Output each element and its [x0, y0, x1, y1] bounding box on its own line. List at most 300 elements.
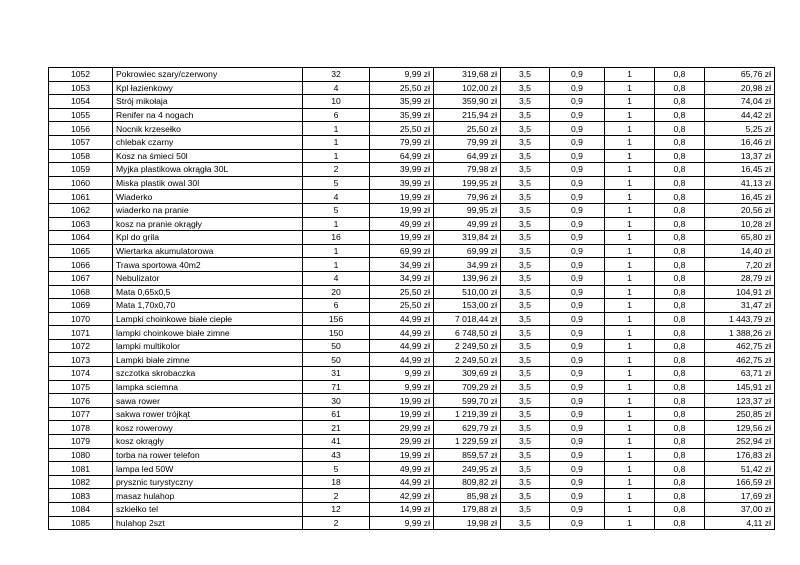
- quantity-cell: 5: [303, 462, 370, 476]
- rate-a-cell: 3,5: [501, 95, 550, 109]
- unit-price-cell: 29,99 zł: [370, 421, 434, 435]
- unit-price-cell: 25,50 zł: [370, 81, 434, 95]
- final-amount-cell: 44,42 zł: [705, 108, 775, 122]
- final-amount-cell: 7,20 zł: [705, 258, 775, 272]
- item-name-cell: Myjka plastikowa okrągła 30L: [113, 163, 303, 177]
- rate-a-cell: 3,5: [501, 516, 550, 530]
- rate-b-cell: 0,9: [550, 516, 605, 530]
- item-name-cell: Mata 0,65x0,5: [113, 285, 303, 299]
- rate-c-cell: 1: [605, 258, 655, 272]
- table-row: [49, 95, 775, 109]
- final-amount-cell: 462,75 zł: [705, 353, 775, 367]
- rate-a-cell: 3,5: [501, 475, 550, 489]
- rate-a-cell: 3,5: [501, 149, 550, 163]
- item-name-cell: Mata 1,70x0,70: [113, 299, 303, 313]
- total-value-cell: 7 018,44 zł: [434, 312, 501, 326]
- rate-a-cell: 3,5: [501, 353, 550, 367]
- rate-a-cell: 3,5: [501, 190, 550, 204]
- quantity-cell: 43: [303, 448, 370, 462]
- rate-d-cell: 0,8: [655, 380, 705, 394]
- total-value-cell: 1 229,59 zł: [434, 435, 501, 449]
- unit-price-cell: 44,99 zł: [370, 353, 434, 367]
- final-amount-cell: 51,42 zł: [705, 462, 775, 476]
- rate-b-cell: 0,9: [550, 217, 605, 231]
- final-amount-cell: 145,91 zł: [705, 380, 775, 394]
- rate-d-cell: 0,8: [655, 312, 705, 326]
- rate-d-cell: 0,8: [655, 503, 705, 517]
- rate-a-cell: 3,5: [501, 258, 550, 272]
- total-value-cell: 49,99 zł: [434, 217, 501, 231]
- item-id-cell: 1080: [49, 448, 113, 462]
- rate-b-cell: 0,9: [550, 231, 605, 245]
- rate-b-cell: 0,9: [550, 448, 605, 462]
- item-name-cell: kosz rowerowy: [113, 421, 303, 435]
- rate-d-cell: 0,8: [655, 258, 705, 272]
- final-amount-cell: 176,83 zł: [705, 448, 775, 462]
- rate-c-cell: 1: [605, 503, 655, 517]
- item-id-cell: 1070: [49, 312, 113, 326]
- rate-c-cell: 1: [605, 203, 655, 217]
- rate-c-cell: 1: [605, 312, 655, 326]
- quantity-cell: 71: [303, 380, 370, 394]
- unit-price-cell: 29,99 zł: [370, 435, 434, 449]
- rate-b-cell: 0,9: [550, 380, 605, 394]
- rate-d-cell: 0,8: [655, 135, 705, 149]
- table-row: [49, 149, 775, 163]
- rate-d-cell: 0,8: [655, 203, 705, 217]
- item-name-cell: Kosz na śmieci 50l: [113, 149, 303, 163]
- item-id-cell: 1069: [49, 299, 113, 313]
- item-name-cell: lampki multikolor: [113, 339, 303, 353]
- rate-b-cell: 0,9: [550, 285, 605, 299]
- table-row: [49, 203, 775, 217]
- quantity-cell: 1: [303, 244, 370, 258]
- quantity-cell: 4: [303, 190, 370, 204]
- unit-price-cell: 19,99 zł: [370, 407, 434, 421]
- table-row: [49, 285, 775, 299]
- item-id-cell: 1081: [49, 462, 113, 476]
- table-row: [49, 299, 775, 313]
- rate-d-cell: 0,8: [655, 421, 705, 435]
- unit-price-cell: 9,99 zł: [370, 68, 434, 82]
- final-amount-cell: 41,13 zł: [705, 176, 775, 190]
- rate-a-cell: 3,5: [501, 68, 550, 82]
- total-value-cell: 102,00 zł: [434, 81, 501, 95]
- rate-d-cell: 0,8: [655, 353, 705, 367]
- rate-d-cell: 0,8: [655, 95, 705, 109]
- item-id-cell: 1074: [49, 367, 113, 381]
- total-value-cell: 2 249,50 zł: [434, 339, 501, 353]
- item-name-cell: sawa rower: [113, 394, 303, 408]
- rate-a-cell: 3,5: [501, 299, 550, 313]
- rate-b-cell: 0,9: [550, 339, 605, 353]
- rate-b-cell: 0,9: [550, 258, 605, 272]
- table-row: [49, 339, 775, 353]
- rate-c-cell: 1: [605, 353, 655, 367]
- total-value-cell: 79,96 zł: [434, 190, 501, 204]
- item-id-cell: 1079: [49, 435, 113, 449]
- table-row: [49, 367, 775, 381]
- rate-d-cell: 0,8: [655, 190, 705, 204]
- rate-b-cell: 0,9: [550, 68, 605, 82]
- final-amount-cell: 129,56 zł: [705, 421, 775, 435]
- rate-c-cell: 1: [605, 244, 655, 258]
- rate-d-cell: 0,8: [655, 339, 705, 353]
- unit-price-cell: 19,99 zł: [370, 190, 434, 204]
- item-id-cell: 1076: [49, 394, 113, 408]
- item-name-cell: hulahop 2szt: [113, 516, 303, 530]
- final-amount-cell: 166,59 zł: [705, 475, 775, 489]
- total-value-cell: 69,99 zł: [434, 244, 501, 258]
- rate-a-cell: 3,5: [501, 217, 550, 231]
- item-id-cell: 1071: [49, 326, 113, 340]
- total-value-cell: 629,79 zł: [434, 421, 501, 435]
- table-row: [49, 503, 775, 517]
- quantity-cell: 6: [303, 299, 370, 313]
- final-amount-cell: 63,71 zł: [705, 367, 775, 381]
- item-name-cell: Renifer na 4 nogach: [113, 108, 303, 122]
- item-name-cell: Wiaderko: [113, 190, 303, 204]
- table-row: [49, 190, 775, 204]
- table-row: [49, 258, 775, 272]
- rate-c-cell: 1: [605, 217, 655, 231]
- unit-price-cell: 34,99 zł: [370, 258, 434, 272]
- unit-price-cell: 14,99 zł: [370, 503, 434, 517]
- total-value-cell: 359,90 zł: [434, 95, 501, 109]
- item-id-cell: 1072: [49, 339, 113, 353]
- table-body: [49, 68, 775, 530]
- rate-d-cell: 0,8: [655, 299, 705, 313]
- quantity-cell: 2: [303, 489, 370, 503]
- item-id-cell: 1054: [49, 95, 113, 109]
- item-name-cell: szkiełko tel: [113, 503, 303, 517]
- rate-b-cell: 0,9: [550, 190, 605, 204]
- item-id-cell: 1083: [49, 489, 113, 503]
- rate-c-cell: 1: [605, 394, 655, 408]
- rate-c-cell: 1: [605, 95, 655, 109]
- rate-c-cell: 1: [605, 285, 655, 299]
- rate-a-cell: 3,5: [501, 435, 550, 449]
- rate-a-cell: 3,5: [501, 231, 550, 245]
- rate-d-cell: 0,8: [655, 271, 705, 285]
- final-amount-cell: 37,00 zł: [705, 503, 775, 517]
- rate-a-cell: 3,5: [501, 271, 550, 285]
- final-amount-cell: 1 443,79 zł: [705, 312, 775, 326]
- rate-d-cell: 0,8: [655, 435, 705, 449]
- item-name-cell: lampka sciemna: [113, 380, 303, 394]
- item-id-cell: 1085: [49, 516, 113, 530]
- rate-a-cell: 3,5: [501, 312, 550, 326]
- total-value-cell: 1 219,39 zł: [434, 407, 501, 421]
- unit-price-cell: 19,99 zł: [370, 231, 434, 245]
- item-id-cell: 1065: [49, 244, 113, 258]
- rate-b-cell: 0,9: [550, 122, 605, 136]
- total-value-cell: 319,68 zł: [434, 68, 501, 82]
- rate-d-cell: 0,8: [655, 407, 705, 421]
- total-value-cell: 215,94 zł: [434, 108, 501, 122]
- rate-c-cell: 1: [605, 339, 655, 353]
- quantity-cell: 1: [303, 258, 370, 272]
- item-id-cell: 1063: [49, 217, 113, 231]
- item-name-cell: kosz na pranie okrągły: [113, 217, 303, 231]
- rate-b-cell: 0,9: [550, 203, 605, 217]
- rate-b-cell: 0,9: [550, 435, 605, 449]
- rate-a-cell: 3,5: [501, 462, 550, 476]
- total-value-cell: 2 249,50 zł: [434, 353, 501, 367]
- unit-price-cell: 25,50 zł: [370, 285, 434, 299]
- table-row: [49, 516, 775, 530]
- item-name-cell: chlebak czarny: [113, 135, 303, 149]
- rate-d-cell: 0,8: [655, 149, 705, 163]
- quantity-cell: 6: [303, 108, 370, 122]
- item-id-cell: 1082: [49, 475, 113, 489]
- final-amount-cell: 252,94 zł: [705, 435, 775, 449]
- rate-b-cell: 0,9: [550, 81, 605, 95]
- quantity-cell: 10: [303, 95, 370, 109]
- item-id-cell: 1057: [49, 135, 113, 149]
- rate-b-cell: 0,9: [550, 163, 605, 177]
- total-value-cell: 85,98 zł: [434, 489, 501, 503]
- final-amount-cell: 1 388,26 zł: [705, 326, 775, 340]
- rate-a-cell: 3,5: [501, 135, 550, 149]
- table-row: [49, 448, 775, 462]
- rate-a-cell: 3,5: [501, 176, 550, 190]
- unit-price-cell: 34,99 zł: [370, 271, 434, 285]
- rate-b-cell: 0,9: [550, 462, 605, 476]
- rate-c-cell: 1: [605, 176, 655, 190]
- table-row: [49, 122, 775, 136]
- rate-c-cell: 1: [605, 435, 655, 449]
- item-name-cell: Nebulizator: [113, 271, 303, 285]
- rate-c-cell: 1: [605, 163, 655, 177]
- rate-a-cell: 3,5: [501, 421, 550, 435]
- total-value-cell: 199,95 zł: [434, 176, 501, 190]
- item-id-cell: 1059: [49, 163, 113, 177]
- final-amount-cell: 20,56 zł: [705, 203, 775, 217]
- rate-d-cell: 0,8: [655, 285, 705, 299]
- rate-a-cell: 3,5: [501, 489, 550, 503]
- unit-price-cell: 35,99 zł: [370, 108, 434, 122]
- item-name-cell: Lampki choinkowe białe ciepłe: [113, 312, 303, 326]
- item-name-cell: torba na rower telefon: [113, 448, 303, 462]
- total-value-cell: 859,57 zł: [434, 448, 501, 462]
- final-amount-cell: 16,45 zł: [705, 190, 775, 204]
- rate-d-cell: 0,8: [655, 108, 705, 122]
- table-row: [49, 326, 775, 340]
- final-amount-cell: 28,79 zł: [705, 271, 775, 285]
- rate-c-cell: 1: [605, 421, 655, 435]
- total-value-cell: 64,99 zł: [434, 149, 501, 163]
- table-row: [49, 176, 775, 190]
- item-id-cell: 1075: [49, 380, 113, 394]
- rate-a-cell: 3,5: [501, 122, 550, 136]
- rate-d-cell: 0,8: [655, 231, 705, 245]
- item-id-cell: 1052: [49, 68, 113, 82]
- rate-c-cell: 1: [605, 299, 655, 313]
- data-table: [48, 67, 775, 530]
- rate-b-cell: 0,9: [550, 271, 605, 285]
- rate-c-cell: 1: [605, 380, 655, 394]
- rate-b-cell: 0,9: [550, 475, 605, 489]
- total-value-cell: 99,95 zł: [434, 203, 501, 217]
- final-amount-cell: 65,76 zł: [705, 68, 775, 82]
- quantity-cell: 20: [303, 285, 370, 299]
- total-value-cell: 249,95 zł: [434, 462, 501, 476]
- rate-b-cell: 0,9: [550, 353, 605, 367]
- total-value-cell: 510,00 zł: [434, 285, 501, 299]
- final-amount-cell: 462,75 zł: [705, 339, 775, 353]
- item-id-cell: 1073: [49, 353, 113, 367]
- quantity-cell: 12: [303, 503, 370, 517]
- quantity-cell: 32: [303, 68, 370, 82]
- quantity-cell: 1: [303, 149, 370, 163]
- rate-a-cell: 3,5: [501, 163, 550, 177]
- item-name-cell: Strój mikołaja: [113, 95, 303, 109]
- rate-a-cell: 3,5: [501, 380, 550, 394]
- rate-c-cell: 1: [605, 407, 655, 421]
- item-name-cell: Nocnik krzesełko: [113, 122, 303, 136]
- quantity-cell: 4: [303, 81, 370, 95]
- quantity-cell: 5: [303, 203, 370, 217]
- rate-c-cell: 1: [605, 231, 655, 245]
- table-row: [49, 394, 775, 408]
- rate-c-cell: 1: [605, 448, 655, 462]
- quantity-cell: 4: [303, 271, 370, 285]
- rate-b-cell: 0,9: [550, 299, 605, 313]
- table-row: [49, 68, 775, 82]
- total-value-cell: 809,82 zł: [434, 475, 501, 489]
- total-value-cell: 34,99 zł: [434, 258, 501, 272]
- table-row: [49, 435, 775, 449]
- rate-b-cell: 0,9: [550, 394, 605, 408]
- total-value-cell: 6 748,50 zł: [434, 326, 501, 340]
- rate-c-cell: 1: [605, 326, 655, 340]
- rate-b-cell: 0,9: [550, 312, 605, 326]
- unit-price-cell: 9,99 zł: [370, 367, 434, 381]
- rate-d-cell: 0,8: [655, 217, 705, 231]
- rate-d-cell: 0,8: [655, 462, 705, 476]
- table-row: [49, 353, 775, 367]
- table-row: [49, 81, 775, 95]
- item-id-cell: 1066: [49, 258, 113, 272]
- table-row: [49, 489, 775, 503]
- unit-price-cell: 25,50 zł: [370, 122, 434, 136]
- item-name-cell: masaz hulahop: [113, 489, 303, 503]
- item-name-cell: szczotka skrobaczka: [113, 367, 303, 381]
- rate-b-cell: 0,9: [550, 489, 605, 503]
- total-value-cell: 79,99 zł: [434, 135, 501, 149]
- item-id-cell: 1077: [49, 407, 113, 421]
- rate-d-cell: 0,8: [655, 489, 705, 503]
- rate-b-cell: 0,9: [550, 503, 605, 517]
- rate-a-cell: 3,5: [501, 339, 550, 353]
- rate-d-cell: 0,8: [655, 176, 705, 190]
- rate-a-cell: 3,5: [501, 326, 550, 340]
- unit-price-cell: 25,50 zł: [370, 299, 434, 313]
- rate-c-cell: 1: [605, 68, 655, 82]
- final-amount-cell: 4,11 zł: [705, 516, 775, 530]
- table-row: [49, 271, 775, 285]
- table-row: [49, 462, 775, 476]
- rate-c-cell: 1: [605, 516, 655, 530]
- item-name-cell: prysznic turystyczny: [113, 475, 303, 489]
- table-row: [49, 421, 775, 435]
- item-name-cell: Lampki białe zimne: [113, 353, 303, 367]
- total-value-cell: 309,69 zł: [434, 367, 501, 381]
- unit-price-cell: 19,99 zł: [370, 203, 434, 217]
- table-row: [49, 217, 775, 231]
- rate-d-cell: 0,8: [655, 367, 705, 381]
- item-name-cell: kosz okrągły: [113, 435, 303, 449]
- table-row: [49, 244, 775, 258]
- item-name-cell: lampa led 50W: [113, 462, 303, 476]
- total-value-cell: 599,70 zł: [434, 394, 501, 408]
- rate-c-cell: 1: [605, 271, 655, 285]
- rate-c-cell: 1: [605, 475, 655, 489]
- item-id-cell: 1068: [49, 285, 113, 299]
- item-id-cell: 1078: [49, 421, 113, 435]
- quantity-cell: 16: [303, 231, 370, 245]
- unit-price-cell: 44,99 zł: [370, 312, 434, 326]
- unit-price-cell: 19,99 zł: [370, 448, 434, 462]
- quantity-cell: 50: [303, 353, 370, 367]
- rate-d-cell: 0,8: [655, 448, 705, 462]
- total-value-cell: 153,00 zł: [434, 299, 501, 313]
- item-id-cell: 1056: [49, 122, 113, 136]
- rate-c-cell: 1: [605, 462, 655, 476]
- rate-b-cell: 0,9: [550, 407, 605, 421]
- rate-b-cell: 0,9: [550, 95, 605, 109]
- final-amount-cell: 31,47 zł: [705, 299, 775, 313]
- item-id-cell: 1061: [49, 190, 113, 204]
- final-amount-cell: 10,28 zł: [705, 217, 775, 231]
- final-amount-cell: 20,98 zł: [705, 81, 775, 95]
- unit-price-cell: 39,99 zł: [370, 176, 434, 190]
- quantity-cell: 156: [303, 312, 370, 326]
- quantity-cell: 21: [303, 421, 370, 435]
- rate-d-cell: 0,8: [655, 326, 705, 340]
- item-id-cell: 1064: [49, 231, 113, 245]
- rate-a-cell: 3,5: [501, 244, 550, 258]
- total-value-cell: 319,84 zł: [434, 231, 501, 245]
- rate-a-cell: 3,5: [501, 285, 550, 299]
- quantity-cell: 2: [303, 163, 370, 177]
- unit-price-cell: 9,99 zł: [370, 516, 434, 530]
- final-amount-cell: 123,37 zł: [705, 394, 775, 408]
- final-amount-cell: 65,80 zł: [705, 231, 775, 245]
- rate-c-cell: 1: [605, 489, 655, 503]
- table-row: [49, 475, 775, 489]
- rate-d-cell: 0,8: [655, 516, 705, 530]
- quantity-cell: 31: [303, 367, 370, 381]
- quantity-cell: 150: [303, 326, 370, 340]
- total-value-cell: 709,29 zł: [434, 380, 501, 394]
- rate-b-cell: 0,9: [550, 176, 605, 190]
- rate-c-cell: 1: [605, 367, 655, 381]
- table-row: [49, 407, 775, 421]
- table-row: [49, 231, 775, 245]
- item-name-cell: lampki choinkowe białe zimne: [113, 326, 303, 340]
- rate-a-cell: 3,5: [501, 81, 550, 95]
- item-id-cell: 1067: [49, 271, 113, 285]
- rate-d-cell: 0,8: [655, 394, 705, 408]
- total-value-cell: 139,96 zł: [434, 271, 501, 285]
- unit-price-cell: 39,99 zł: [370, 163, 434, 177]
- rate-b-cell: 0,9: [550, 149, 605, 163]
- rate-d-cell: 0,8: [655, 244, 705, 258]
- unit-price-cell: 69,99 zł: [370, 244, 434, 258]
- rate-c-cell: 1: [605, 190, 655, 204]
